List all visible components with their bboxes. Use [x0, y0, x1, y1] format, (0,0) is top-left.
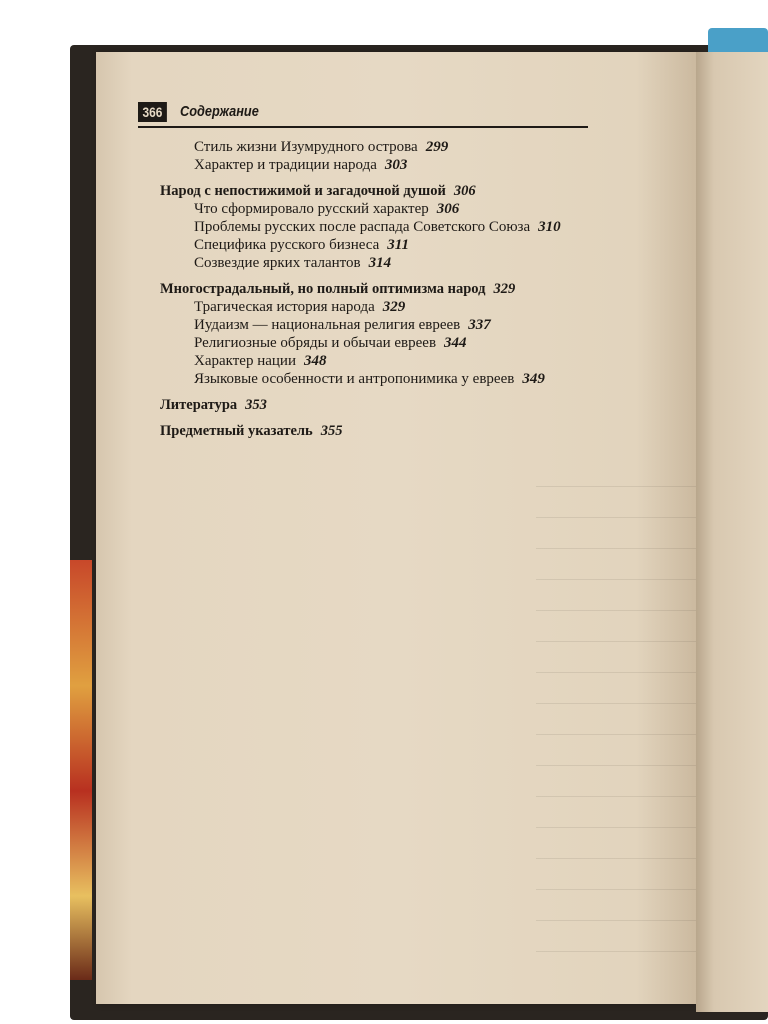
toc-page-number: 306 [453, 183, 476, 199]
toc-page-number: 337 [468, 317, 491, 333]
page-number: 366 [138, 102, 167, 122]
cover-illustration-edge [70, 560, 92, 980]
toc-entry: Стиль жизни Изумрудного острова 299 [194, 139, 449, 155]
toc-entry: Языковые особенности и антропонимика у евреев 349 [194, 371, 545, 387]
toc-section: Народ с непостижимой и загадочной душой 306 [160, 183, 476, 199]
toc-entry: Религиозные обряды и обычаи евреев 344 [194, 335, 467, 351]
toc-entry: Характер нации 348 [194, 353, 327, 369]
toc-section: Многострадальный, но полный оптимизма народ 329 [160, 281, 516, 297]
toc-page-number: 310 [538, 219, 561, 235]
toc-page-number: 303 [384, 157, 408, 173]
toc-entry: Специфика русского бизнеса 311 [194, 237, 409, 253]
toc-entry: Проблемы русских после распада Советского Союза 310 [194, 219, 561, 235]
toc-entry: Характер и традиции народа 303 [194, 157, 408, 173]
header-title: Содержание [180, 103, 259, 120]
toc-entry: Что сформировало русский характер 306 [194, 201, 460, 217]
toc-page-number: 299 [425, 139, 449, 155]
table-of-contents [160, 138, 680, 440]
toc-page-number: 348 [303, 353, 327, 369]
toc-page-number: 311 [387, 237, 409, 253]
toc-page-number: 329 [493, 281, 516, 297]
toc-entry: Трагическая история народа 329 [194, 299, 406, 315]
toc-section: Предметный указатель 355 [160, 423, 343, 439]
running-header [138, 100, 588, 128]
toc-page-number: 314 [368, 255, 392, 271]
toc-page-number: 355 [320, 423, 343, 439]
toc-page-number: 329 [382, 299, 406, 315]
toc-section: Литература 353 [160, 397, 267, 413]
right-page [696, 52, 768, 1012]
toc-page-number: 353 [245, 397, 267, 413]
toc-entry: Иудаизм — национальная религия евреев 337 [194, 317, 491, 333]
toc-page-number: 349 [522, 371, 545, 387]
toc-page-number: 344 [444, 335, 467, 351]
toc-entry: Созвездие ярких талантов 314 [194, 255, 392, 271]
toc-page-number: 306 [436, 201, 460, 217]
